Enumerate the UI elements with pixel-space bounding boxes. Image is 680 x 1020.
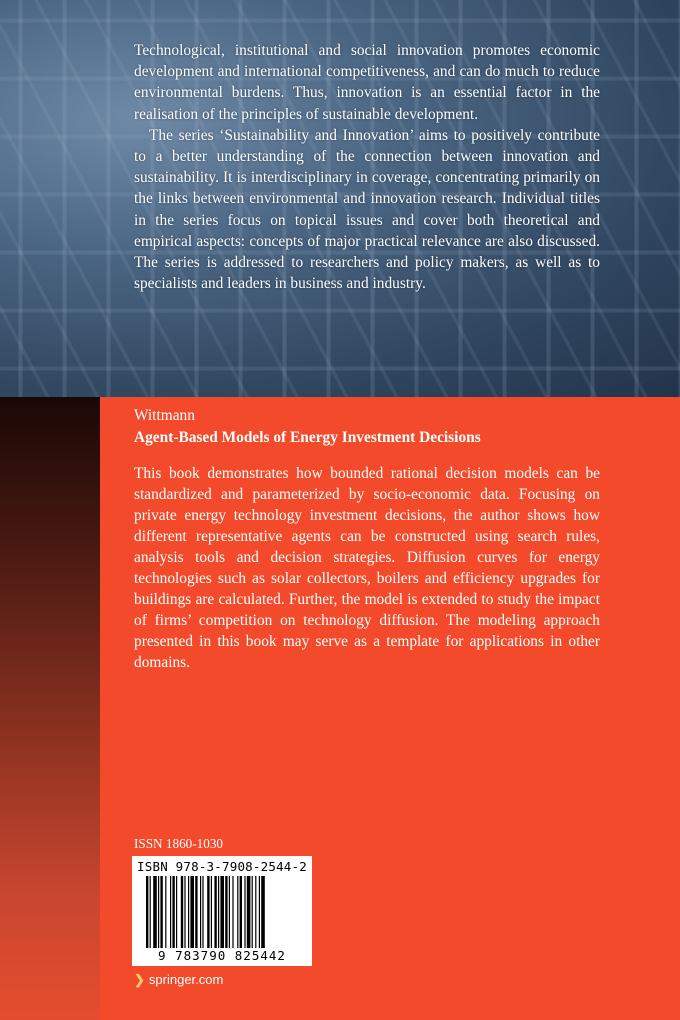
- barcode-bars-icon: [146, 876, 300, 948]
- chevron-right-icon: ❯: [134, 972, 145, 987]
- series-blurb: [134, 40, 600, 294]
- cover-photo-band: [0, 0, 680, 397]
- publisher-url: springer.com: [148, 972, 224, 987]
- isbn-label: ISBN 978-3-7908-2544-2: [137, 859, 307, 874]
- book-description: This book demonstrates how bounded rational decision models can be standardized and parameterized by socio-economic data. Focusing on private energy technology investment decisions, the author shows how different representative agents can be constructed using search rules, analysis tools and decision strategies. Diffusion curves for energy technologies such as solar collectors, boilers and efficiency upgrades for buildings are calculated. Further, the model is extended to study the impact of firms’ competition on technology diffusion. The modeling approach presented in this book may serve as a template for applications in other domains.: [134, 465, 600, 671]
- publisher-link[interactable]: [134, 972, 223, 988]
- series-paragraph-2: The series ‘Sustainability and Innovation’ aims to positively contribute to a better understanding of the connection between innovation and sustainability. It is interdisciplinary in coverage, concentrating primarily on the links between environmental and innovation research. Individual titles in the series focus on topical issues and cover both theoretical and empirical aspects: concepts of major practical relevance are also discussed. The series is addressed to researchers and policy makers, as well as to specialists and leaders in business and industry.: [134, 126, 600, 293]
- series-paragraph-1: Technological, institutional and social innovation promotes economic development and international competitiveness, and can do much to reduce environmental burdens. Thus, innovation is an essential factor in the realisation of the principles of sustainable development.: [134, 42, 600, 123]
- book-title: Agent-Based Models of Energy Investment Decisions: [134, 429, 481, 446]
- barcode-digits: 9 783790 825442: [158, 948, 286, 963]
- book-author: Wittmann: [134, 407, 195, 424]
- isbn-barcode: [132, 856, 312, 966]
- left-gradient-strip: [0, 397, 100, 1020]
- issn-number: ISSN 1860-1030: [134, 836, 224, 851]
